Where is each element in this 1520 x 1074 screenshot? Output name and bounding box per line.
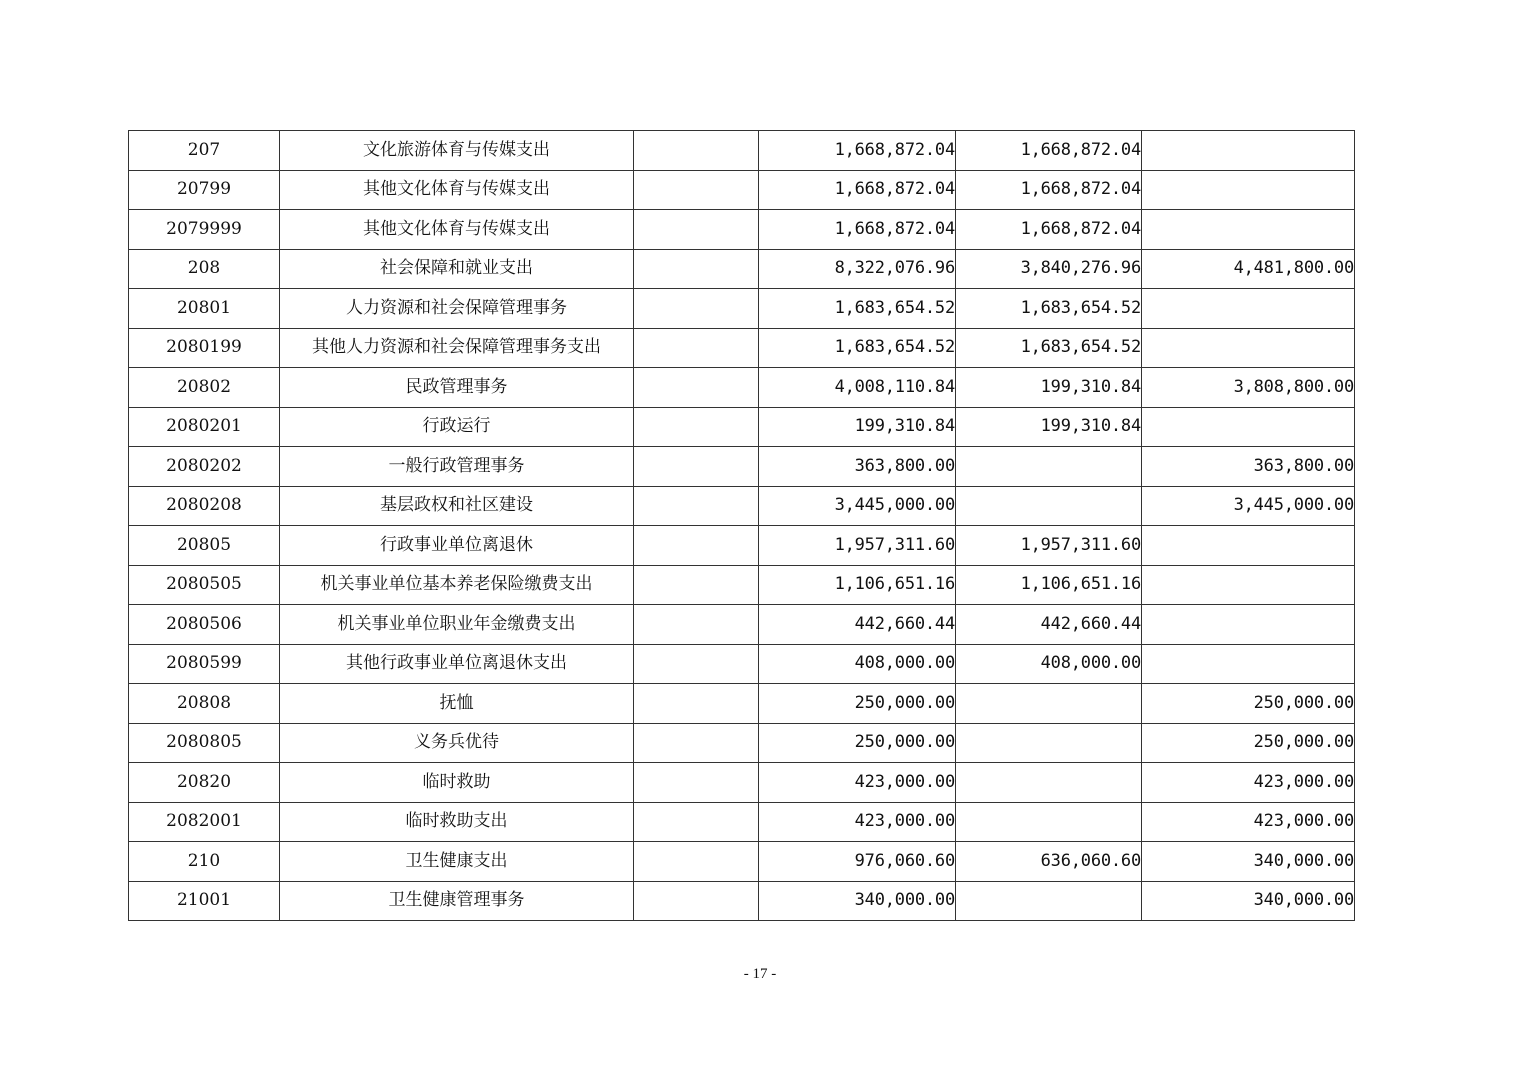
total-amount-cell: 363,800.00 — [759, 447, 956, 487]
budget-table — [128, 130, 1355, 921]
table-row — [129, 842, 1355, 882]
table-row — [129, 249, 1355, 289]
project-expenditure-cell — [1142, 644, 1355, 684]
basic-expenditure-cell: 442,660.44 — [956, 605, 1142, 645]
project-expenditure-cell — [1142, 131, 1355, 171]
basic-expenditure-cell: 1,668,872.04 — [956, 170, 1142, 210]
basic-expenditure-cell: 199,310.84 — [956, 407, 1142, 447]
page-number: - 17 - — [743, 966, 777, 982]
subject-name-cell: 民政管理事务 — [280, 368, 634, 408]
table-row — [129, 328, 1355, 368]
subject-name-cell: 义务兵优待 — [280, 723, 634, 763]
basic-expenditure-cell: 3,840,276.96 — [956, 249, 1142, 289]
basic-expenditure-cell: 1,668,872.04 — [956, 210, 1142, 250]
basic-expenditure-cell: 1,668,872.04 — [956, 131, 1142, 171]
subject-code-cell: 208 — [129, 249, 280, 289]
empty-cell — [634, 842, 759, 882]
empty-cell — [634, 289, 759, 329]
table-row — [129, 210, 1355, 250]
basic-expenditure-cell: 1,106,651.16 — [956, 565, 1142, 605]
table-row — [129, 486, 1355, 526]
basic-expenditure-cell: 1,683,654.52 — [956, 328, 1142, 368]
total-amount-cell: 250,000.00 — [759, 723, 956, 763]
empty-cell — [634, 210, 759, 250]
project-expenditure-cell: 250,000.00 — [1142, 684, 1355, 724]
table-row — [129, 131, 1355, 171]
empty-cell — [634, 249, 759, 289]
basic-expenditure-cell — [956, 486, 1142, 526]
subject-code-cell: 2080208 — [129, 486, 280, 526]
subject-name-cell: 机关事业单位基本养老保险缴费支出 — [280, 565, 634, 605]
subject-code-cell: 2082001 — [129, 802, 280, 842]
basic-expenditure-cell — [956, 802, 1142, 842]
subject-name-cell: 卫生健康支出 — [280, 842, 634, 882]
project-expenditure-cell: 4,481,800.00 — [1142, 249, 1355, 289]
empty-cell — [634, 723, 759, 763]
total-amount-cell: 340,000.00 — [759, 881, 956, 921]
empty-cell — [634, 565, 759, 605]
table-row — [129, 802, 1355, 842]
subject-code-cell: 20820 — [129, 763, 280, 803]
subject-name-cell: 机关事业单位职业年金缴费支出 — [280, 605, 634, 645]
basic-expenditure-cell — [956, 447, 1142, 487]
total-amount-cell: 1,668,872.04 — [759, 210, 956, 250]
subject-code-cell: 2080805 — [129, 723, 280, 763]
total-amount-cell: 3,445,000.00 — [759, 486, 956, 526]
subject-code-cell: 210 — [129, 842, 280, 882]
table-body — [129, 131, 1355, 921]
subject-name-cell: 行政运行 — [280, 407, 634, 447]
empty-cell — [634, 407, 759, 447]
subject-code-cell: 2080599 — [129, 644, 280, 684]
subject-name-cell: 其他行政事业单位离退休支出 — [280, 644, 634, 684]
project-expenditure-cell: 340,000.00 — [1142, 842, 1355, 882]
total-amount-cell: 423,000.00 — [759, 763, 956, 803]
table-row — [129, 565, 1355, 605]
project-expenditure-cell: 3,445,000.00 — [1142, 486, 1355, 526]
empty-cell — [634, 368, 759, 408]
table-row — [129, 368, 1355, 408]
subject-code-cell: 2080506 — [129, 605, 280, 645]
project-expenditure-cell — [1142, 328, 1355, 368]
table-row — [129, 644, 1355, 684]
table-row — [129, 170, 1355, 210]
total-amount-cell: 1,668,872.04 — [759, 131, 956, 171]
subject-name-cell: 文化旅游体育与传媒支出 — [280, 131, 634, 171]
empty-cell — [634, 131, 759, 171]
total-amount-cell: 1,668,872.04 — [759, 170, 956, 210]
subject-name-cell: 人力资源和社会保障管理事务 — [280, 289, 634, 329]
subject-code-cell: 2080201 — [129, 407, 280, 447]
subject-code-cell: 2080505 — [129, 565, 280, 605]
project-expenditure-cell: 363,800.00 — [1142, 447, 1355, 487]
subject-code-cell: 20799 — [129, 170, 280, 210]
project-expenditure-cell: 340,000.00 — [1142, 881, 1355, 921]
subject-name-cell: 抚恤 — [280, 684, 634, 724]
table-row — [129, 447, 1355, 487]
subject-code-cell: 2080202 — [129, 447, 280, 487]
subject-name-cell: 其他文化体育与传媒支出 — [280, 210, 634, 250]
project-expenditure-cell — [1142, 526, 1355, 566]
subject-code-cell: 21001 — [129, 881, 280, 921]
empty-cell — [634, 644, 759, 684]
table-row — [129, 407, 1355, 447]
basic-expenditure-cell: 1,957,311.60 — [956, 526, 1142, 566]
total-amount-cell: 4,008,110.84 — [759, 368, 956, 408]
subject-name-cell: 临时救助 — [280, 763, 634, 803]
total-amount-cell: 1,106,651.16 — [759, 565, 956, 605]
table-row — [129, 526, 1355, 566]
basic-expenditure-cell — [956, 763, 1142, 803]
empty-cell — [634, 881, 759, 921]
empty-cell — [634, 802, 759, 842]
basic-expenditure-cell — [956, 723, 1142, 763]
subject-name-cell: 一般行政管理事务 — [280, 447, 634, 487]
subject-name-cell: 临时救助支出 — [280, 802, 634, 842]
empty-cell — [634, 526, 759, 566]
table-row — [129, 763, 1355, 803]
table-row — [129, 289, 1355, 329]
subject-code-cell: 2080199 — [129, 328, 280, 368]
basic-expenditure-cell: 408,000.00 — [956, 644, 1142, 684]
project-expenditure-cell — [1142, 289, 1355, 329]
total-amount-cell: 423,000.00 — [759, 802, 956, 842]
total-amount-cell: 8,322,076.96 — [759, 249, 956, 289]
project-expenditure-cell — [1142, 407, 1355, 447]
total-amount-cell: 976,060.60 — [759, 842, 956, 882]
empty-cell — [634, 486, 759, 526]
subject-name-cell: 社会保障和就业支出 — [280, 249, 634, 289]
empty-cell — [634, 328, 759, 368]
project-expenditure-cell — [1142, 170, 1355, 210]
subject-code-cell: 20801 — [129, 289, 280, 329]
total-amount-cell: 442,660.44 — [759, 605, 956, 645]
subject-name-cell: 卫生健康管理事务 — [280, 881, 634, 921]
project-expenditure-cell: 250,000.00 — [1142, 723, 1355, 763]
empty-cell — [634, 684, 759, 724]
project-expenditure-cell — [1142, 605, 1355, 645]
table-row — [129, 605, 1355, 645]
basic-expenditure-cell — [956, 684, 1142, 724]
project-expenditure-cell: 3,808,800.00 — [1142, 368, 1355, 408]
table-row — [129, 684, 1355, 724]
subject-name-cell: 其他文化体育与传媒支出 — [280, 170, 634, 210]
total-amount-cell: 199,310.84 — [759, 407, 956, 447]
subject-code-cell: 2079999 — [129, 210, 280, 250]
subject-name-cell: 行政事业单位离退休 — [280, 526, 634, 566]
table-row — [129, 723, 1355, 763]
total-amount-cell: 1,957,311.60 — [759, 526, 956, 566]
subject-name-cell: 其他人力资源和社会保障管理事务支出 — [280, 328, 634, 368]
empty-cell — [634, 447, 759, 487]
project-expenditure-cell — [1142, 210, 1355, 250]
basic-expenditure-cell: 636,060.60 — [956, 842, 1142, 882]
total-amount-cell: 408,000.00 — [759, 644, 956, 684]
total-amount-cell: 1,683,654.52 — [759, 289, 956, 329]
table-row — [129, 881, 1355, 921]
empty-cell — [634, 605, 759, 645]
basic-expenditure-cell: 199,310.84 — [956, 368, 1142, 408]
subject-code-cell: 20808 — [129, 684, 280, 724]
empty-cell — [634, 170, 759, 210]
project-expenditure-cell — [1142, 565, 1355, 605]
subject-name-cell: 基层政权和社区建设 — [280, 486, 634, 526]
subject-code-cell: 207 — [129, 131, 280, 171]
basic-expenditure-cell — [956, 881, 1142, 921]
total-amount-cell: 250,000.00 — [759, 684, 956, 724]
empty-cell — [634, 763, 759, 803]
subject-code-cell: 20802 — [129, 368, 280, 408]
subject-code-cell: 20805 — [129, 526, 280, 566]
project-expenditure-cell: 423,000.00 — [1142, 802, 1355, 842]
total-amount-cell: 1,683,654.52 — [759, 328, 956, 368]
project-expenditure-cell: 423,000.00 — [1142, 763, 1355, 803]
basic-expenditure-cell: 1,683,654.52 — [956, 289, 1142, 329]
